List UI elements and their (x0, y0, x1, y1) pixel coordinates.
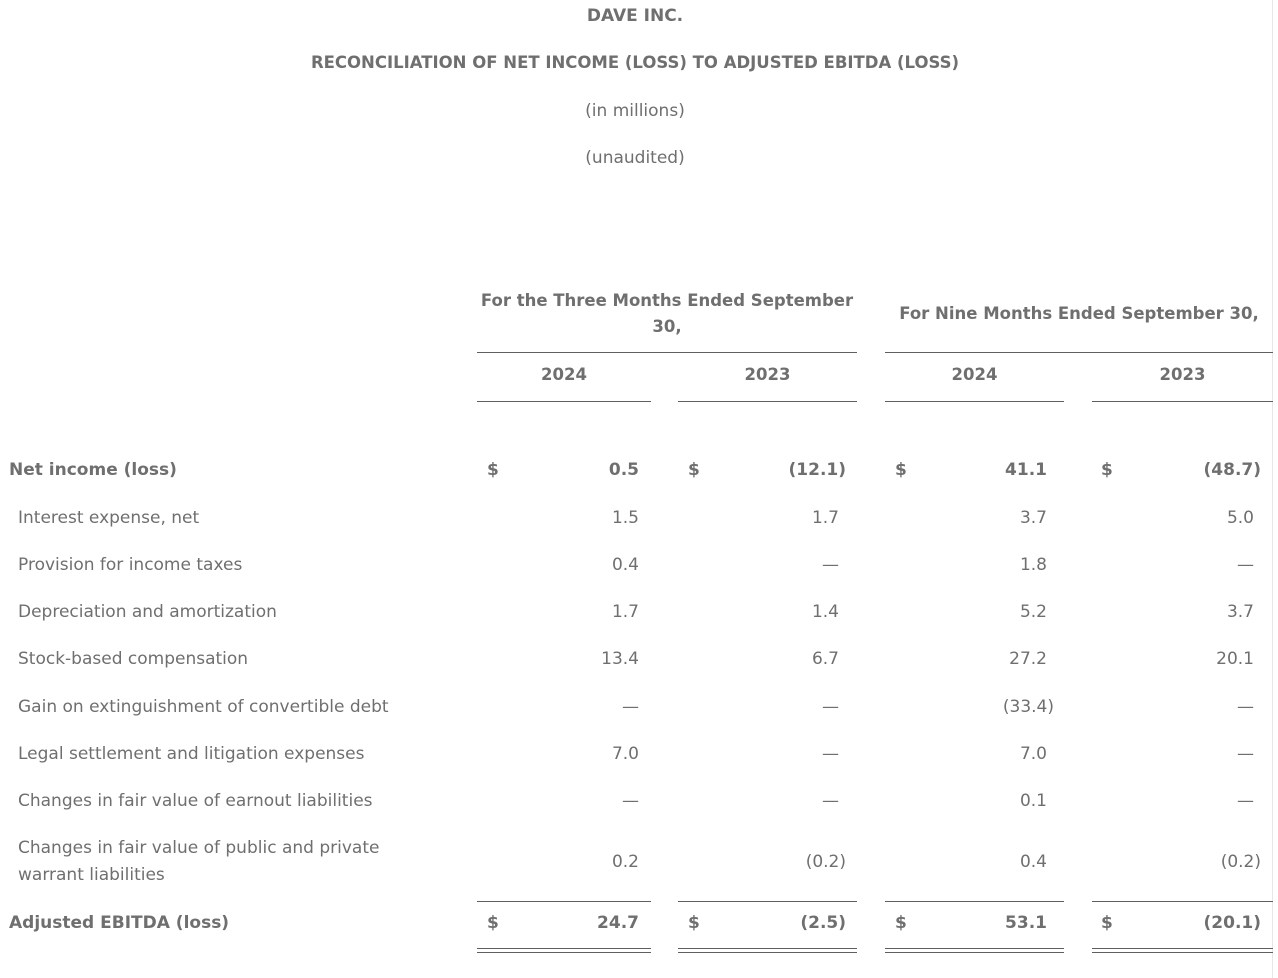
three-months-header: For the Three Months Ended September 30, (480, 291, 854, 336)
value-cell: — (822, 555, 839, 575)
value-cell: 7.0 (1019, 744, 1047, 764)
row-label-legal-settlement: Legal settlement and litigation expenses (18, 744, 365, 764)
three-months-rule (477, 352, 857, 353)
year-header-nine-2023: 2023 (1159, 365, 1206, 384)
row-label-interest-expense: Interest expense, net (18, 508, 200, 528)
value-cell: — (822, 791, 839, 811)
value-cell: — (822, 744, 839, 764)
value-cell: 5.0 (1226, 508, 1254, 528)
total-rule (678, 901, 857, 902)
company-name: DAVE INC. (586, 6, 684, 26)
value-cell: — (822, 697, 839, 717)
value-cell: — (1237, 791, 1254, 811)
row-label-warrant: Changes in fair value of public and private warrant liabilities (18, 838, 380, 885)
units-note: (in millions) (585, 101, 685, 121)
page-right-border (1272, 0, 1273, 978)
double-underline (1092, 948, 1273, 953)
value-cell: (2.5) (800, 913, 846, 933)
value-cell: — (622, 697, 639, 717)
year-rule (885, 401, 1064, 402)
value-cell: 20.1 (1216, 649, 1254, 669)
year-rule (477, 401, 651, 402)
value-cell: (0.2) (805, 852, 846, 872)
nine-months-header: For Nine Months Ended September 30, (899, 304, 1259, 323)
value-cell: 7.0 (611, 744, 639, 764)
double-underline (678, 948, 857, 953)
value-cell: (48.7) (1203, 460, 1261, 480)
row-label-debt-gain: Gain on extinguishment of convertible debt (18, 697, 389, 717)
total-rule (885, 901, 1064, 902)
currency-symbol: $ (1101, 460, 1113, 480)
year-header-three-2023: 2023 (744, 365, 791, 384)
value-cell: (33.4) (1002, 697, 1054, 717)
total-rule (1092, 901, 1273, 902)
year-header-nine-2024: 2024 (951, 365, 998, 384)
value-cell: 5.2 (1019, 602, 1047, 622)
currency-symbol: $ (688, 913, 700, 933)
value-cell: 27.2 (1009, 649, 1047, 669)
value-cell: 0.4 (1019, 852, 1047, 872)
value-cell: (12.1) (788, 460, 846, 480)
value-cell: — (1237, 555, 1254, 575)
value-cell: 3.7 (1226, 602, 1254, 622)
year-rule (678, 401, 857, 402)
value-cell: 1.5 (611, 508, 639, 528)
value-cell: 53.1 (1005, 913, 1047, 933)
value-cell: 41.1 (1005, 460, 1047, 480)
audit-note: (unaudited) (585, 148, 685, 168)
currency-symbol: $ (688, 460, 700, 480)
value-cell: — (1237, 744, 1254, 764)
value-cell: 1.4 (811, 602, 839, 622)
nine-months-rule (885, 352, 1273, 353)
double-underline (477, 948, 651, 953)
row-label-income-taxes: Provision for income taxes (18, 555, 243, 575)
report-title: RECONCILIATION OF NET INCOME (LOSS) TO ADJUSTED EBITDA (LOSS) (310, 53, 960, 72)
year-rule (1092, 401, 1273, 402)
total-rule (477, 901, 651, 902)
currency-symbol: $ (895, 460, 907, 480)
value-cell: 0.2 (611, 852, 639, 872)
value-cell: 13.4 (601, 649, 639, 669)
value-cell: 1.7 (611, 602, 639, 622)
currency-symbol: $ (487, 913, 499, 933)
value-cell: 1.7 (811, 508, 839, 528)
row-label-depreciation: Depreciation and amortization (18, 602, 277, 622)
row-label-adjusted-ebitda: Adjusted EBITDA (loss) (9, 913, 230, 933)
currency-symbol: $ (487, 460, 499, 480)
row-label-earnout: Changes in fair value of earnout liabilities (18, 791, 373, 811)
value-cell: (20.1) (1203, 913, 1261, 933)
value-cell: — (622, 791, 639, 811)
value-cell: 6.7 (811, 649, 839, 669)
value-cell: (0.2) (1220, 852, 1261, 872)
row-label-stock-compensation: Stock-based compensation (18, 649, 249, 669)
value-cell: — (1237, 697, 1254, 717)
currency-symbol: $ (1101, 913, 1113, 933)
year-header-three-2024: 2024 (541, 365, 587, 384)
value-cell: 3.7 (1019, 508, 1047, 528)
currency-symbol: $ (895, 913, 907, 933)
row-label-net-income: Net income (loss) (9, 460, 177, 480)
value-cell: 0.1 (1019, 791, 1047, 811)
value-cell: 1.8 (1019, 555, 1047, 575)
value-cell: 0.4 (611, 555, 639, 575)
value-cell: 24.7 (597, 913, 639, 933)
double-underline (885, 948, 1064, 953)
value-cell: 0.5 (608, 460, 639, 480)
